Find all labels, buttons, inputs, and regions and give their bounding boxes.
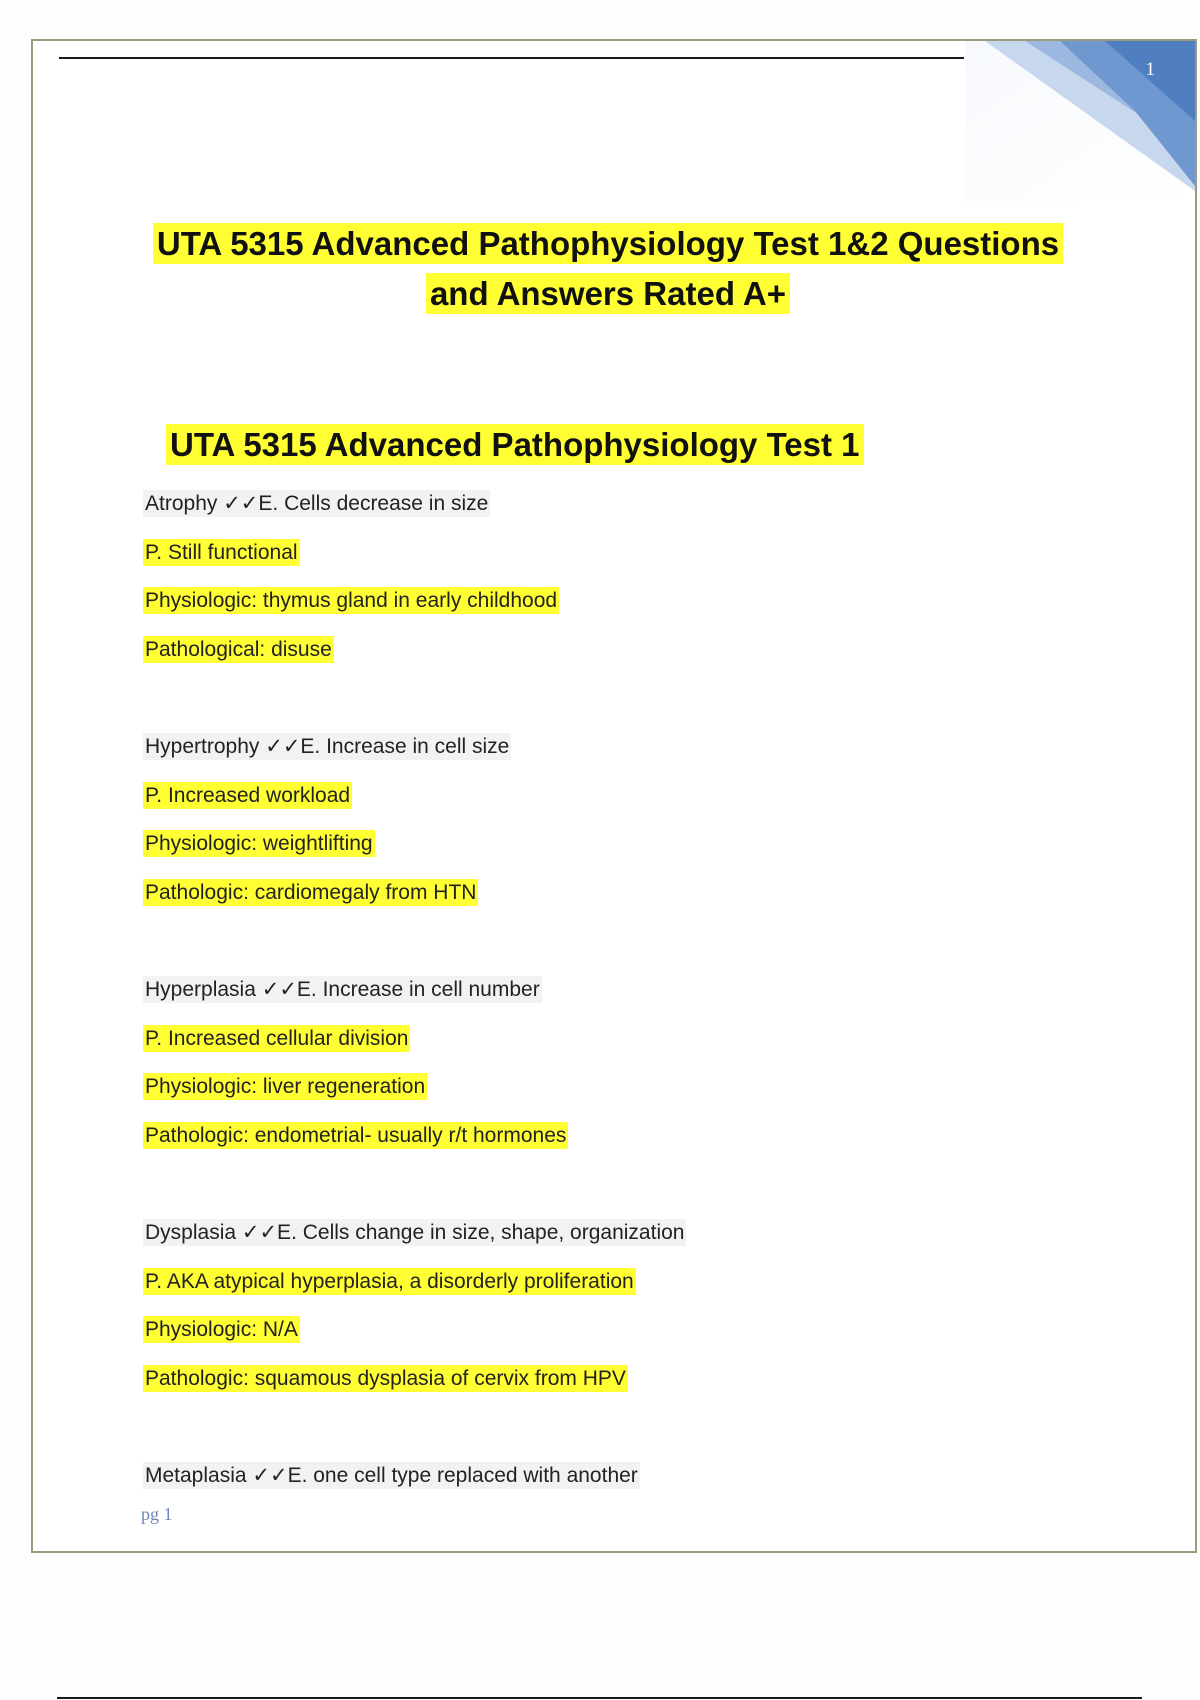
entry-detail: Physiologic: thymus gland in early childhood — [145, 589, 558, 612]
entry-term: Hypertrophy ✓✓E. Increase in cell size — [145, 735, 510, 758]
entry-hypertrophy — [143, 734, 1043, 928]
entry-detail: Physiologic: liver regeneration — [145, 1075, 426, 1098]
entry-detail: Pathologic: endometrial- usually r/t hormones — [145, 1123, 567, 1147]
page-number: 1 — [1145, 59, 1155, 80]
entries-list — [143, 491, 1043, 1561]
section-title: UTA 5315 Advanced Pathophysiology Test 1 — [166, 426, 864, 464]
entry-detail: Pathological: disuse — [145, 637, 332, 661]
header-rule — [59, 57, 964, 59]
title-line-2: and Answers Rated A+ — [426, 273, 790, 314]
document-title — [133, 219, 1083, 319]
corner-decoration — [965, 41, 1195, 201]
entry-detail: Pathologic: squamous dysplasia of cervix from HPV — [145, 1366, 626, 1390]
entry-term: Dysplasia ✓✓E. Cells change in size, shape, organization — [145, 1221, 685, 1244]
next-page-header-rule — [57, 1697, 1142, 1699]
document-page — [31, 39, 1197, 1553]
entry-atrophy — [143, 491, 1043, 685]
entry-detail: P. Increased workload — [145, 783, 351, 807]
page-footer-label: pg 1 — [141, 1504, 173, 1524]
entry-term: Atrophy ✓✓E. Cells decrease in size — [145, 492, 489, 515]
entry-detail: Physiologic: N/A — [145, 1318, 298, 1341]
entry-dysplasia — [143, 1220, 1043, 1414]
entry-detail: P. AKA atypical hyperplasia, a disorderly proliferation — [145, 1269, 634, 1293]
entry-term: Hyperplasia ✓✓E. Increase in cell number — [145, 978, 540, 1001]
entry-detail: P. Still functional — [145, 540, 298, 564]
entry-detail: P. Increased cellular division — [145, 1026, 409, 1050]
entry-detail: Physiologic: weightlifting — [145, 832, 373, 855]
entry-detail: Pathologic: cardiomegaly from HTN — [145, 880, 477, 904]
entry-metaplasia — [143, 1463, 1043, 1512]
entry-term: Metaplasia ✓✓E. one cell type replaced with another — [145, 1464, 638, 1487]
title-line-1: UTA 5315 Advanced Pathophysiology Test 1&2 Questions — [153, 223, 1063, 264]
entry-hyperplasia — [143, 977, 1043, 1171]
